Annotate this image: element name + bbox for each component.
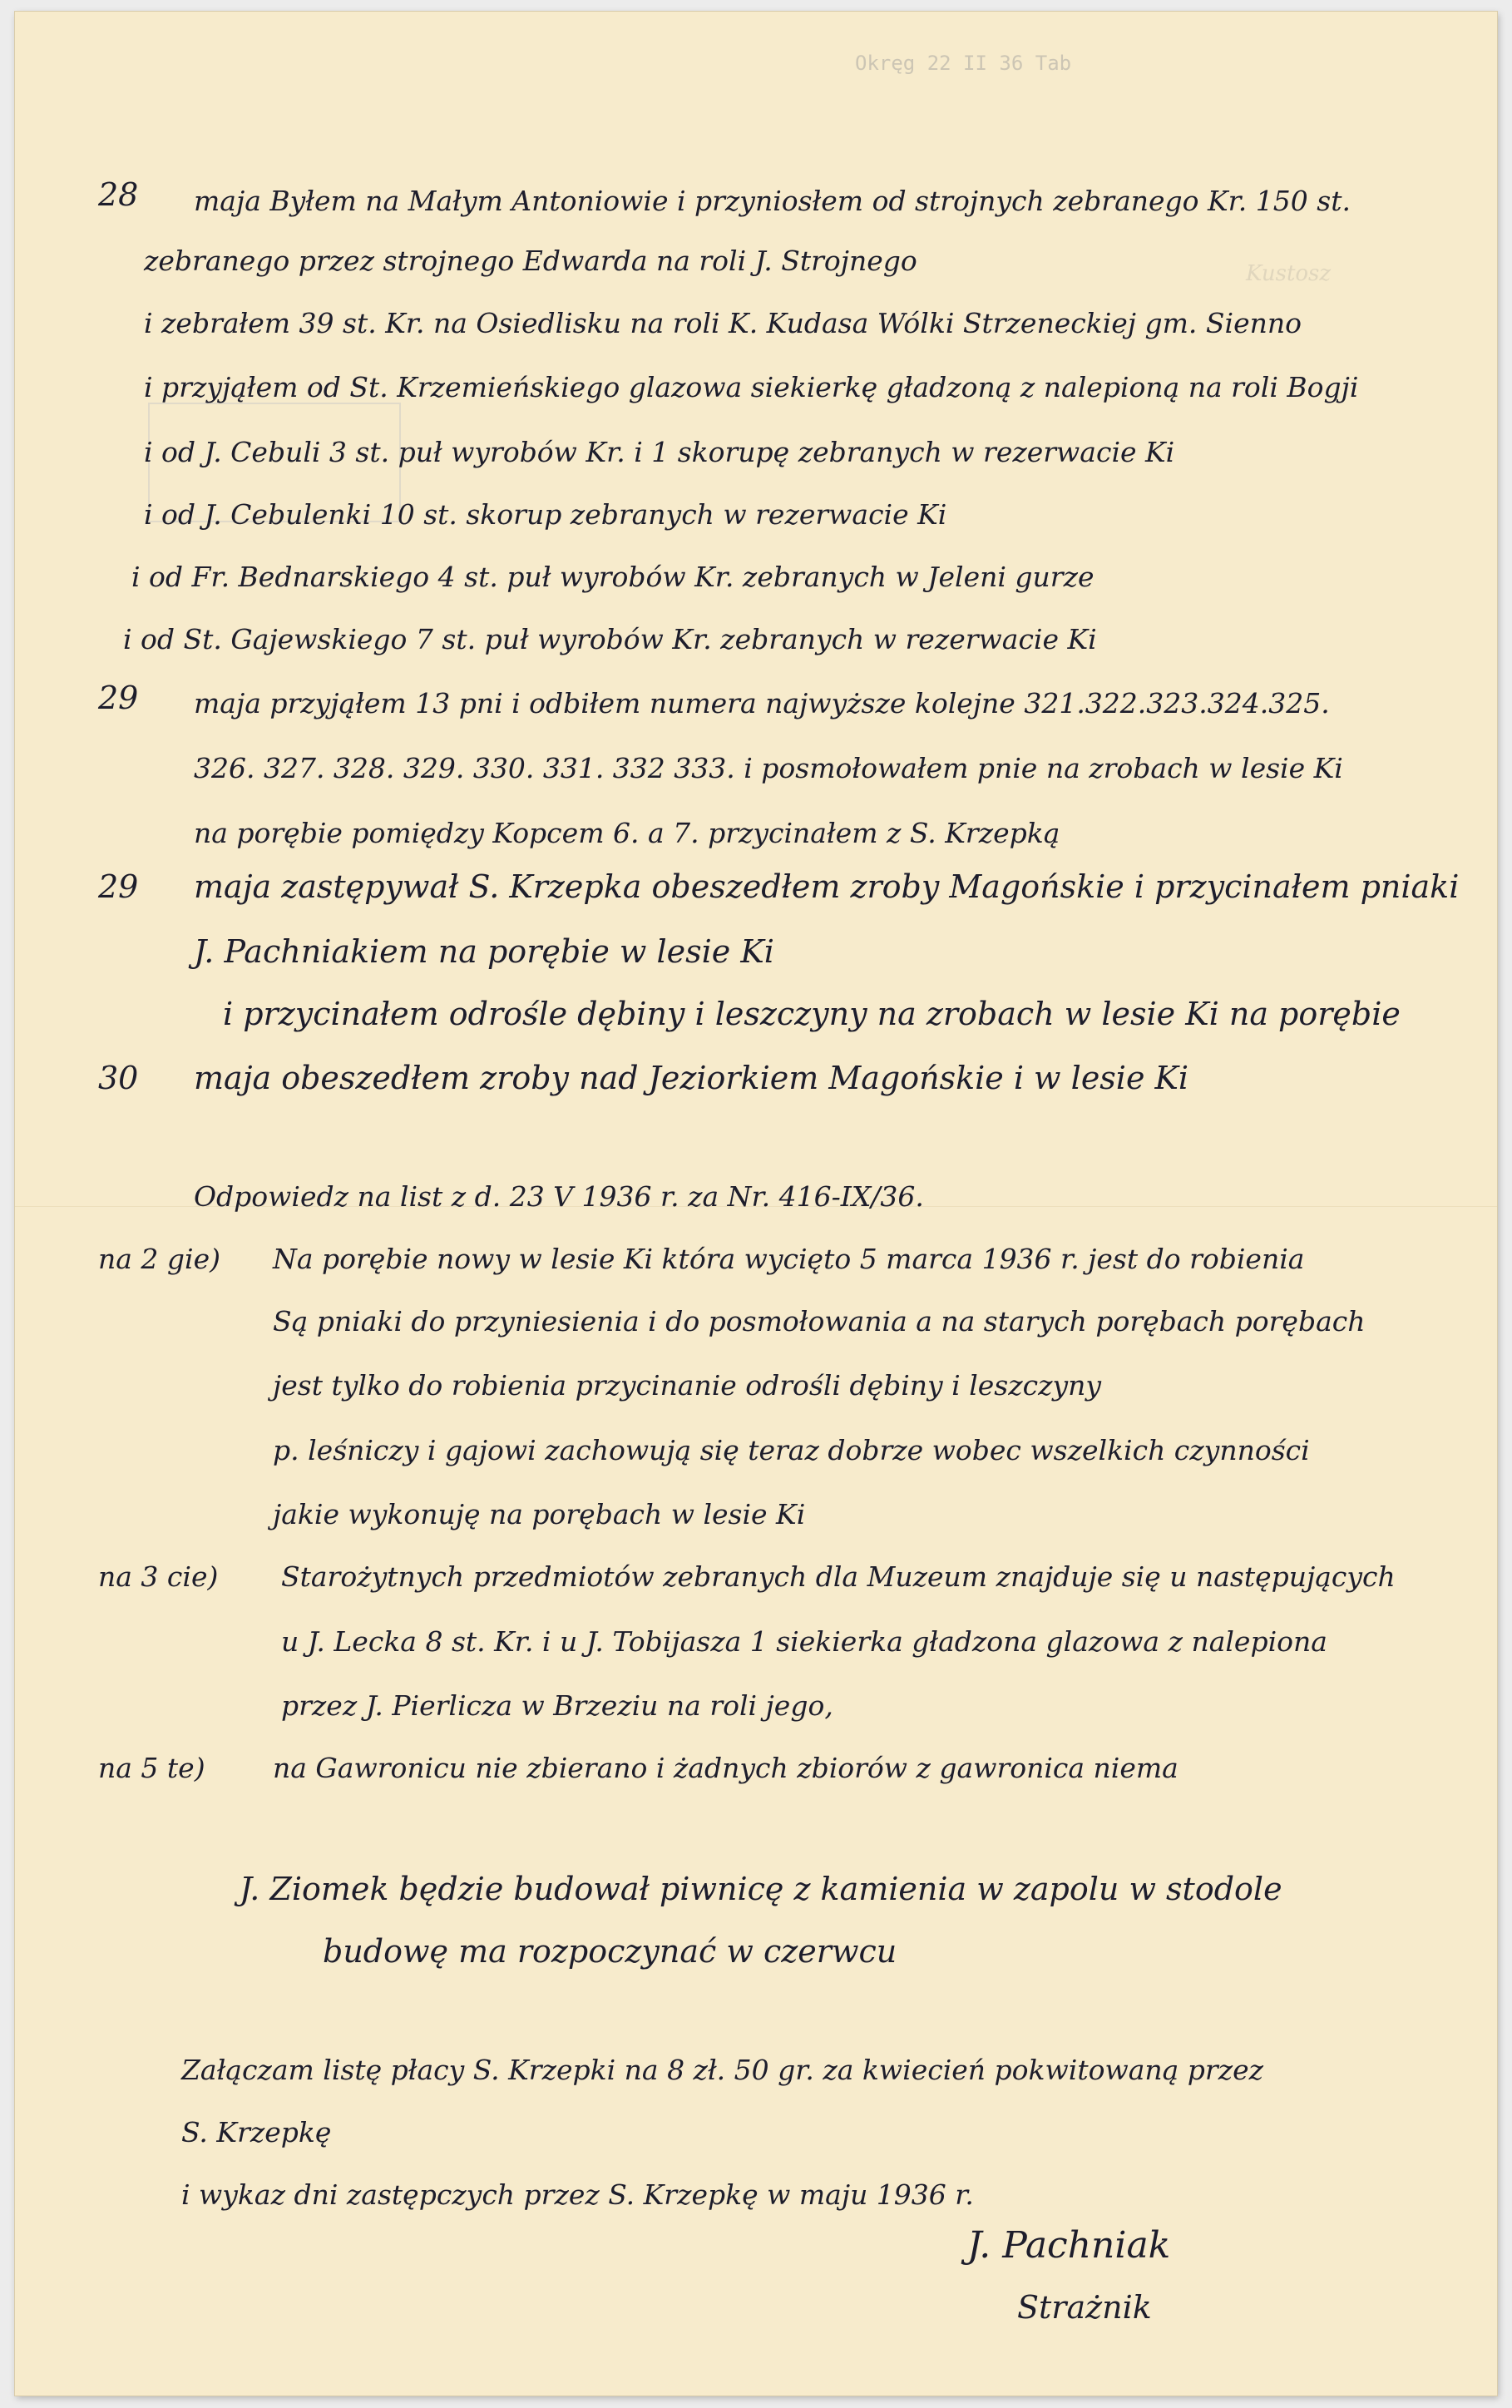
point-2-label: na 2 gie): [98, 1243, 220, 1275]
document-page: [15, 12, 1497, 2396]
entry-28-line5: i od J. Cebuli 3 st. puł wyrobów Kr. i 1 skorupę zebranych w rezerwacie Ki: [144, 436, 1175, 468]
entry-30-line1: maja obeszedłem zroby nad Jeziorkiem Magońskie i w lesie Ki: [194, 1060, 1189, 1096]
entry-29a-line1: maja przyjąłem 13 pni i odbiłem numera najwyższe kolejne 321.322.323.324.325.: [194, 687, 1330, 719]
bleed-through-text: Kustosz: [1246, 261, 1332, 286]
closing-line4: S. Krzepkę: [181, 2116, 332, 2148]
point-5-label: na 5 te): [98, 1752, 205, 1784]
reply-heading: Odpowiedz na list z d. 23 V 1936 r. za Nr. 416-IX/36.: [194, 1180, 924, 1213]
closing-line2: budowę ma rozpoczynać w czerwcu: [323, 1933, 897, 1970]
point-3-line1: Starożytnych przedmiotów zebranych dla Muzeum znajduje się u następujących: [281, 1560, 1396, 1593]
archive-note: Okręg 22 II 36 Tab: [855, 52, 1072, 75]
entry-28-line1: maja Byłem na Małym Antoniowie i przyniosłem od strojnych zebranego Kr. 150 st.: [194, 185, 1351, 217]
entry-29b-line1: maja zastępywał S. Krzepka obeszedłem zroby Magońskie i przycinałem pniaki: [194, 868, 1460, 905]
entry-29b-line3: i przycinałem odrośle dębiny i leszczyny na zrobach w lesie Ki na porębie: [223, 996, 1401, 1032]
point-3-line3: przez J. Pierlicza w Brzeziu na roli jego,: [281, 1689, 833, 1722]
point-2-line4: p. leśniczy i gajowi zachowują się teraz dobrze wobec wszelkich czynności: [273, 1434, 1310, 1466]
point-2-line3: jest tylko do robienia przycinanie odrośli dębiny i leszczyny: [273, 1369, 1102, 1402]
entry-28-line4: i przyjąłem od St. Krzemieńskiego glazowa siekierkę gładzoną z nalepioną na roli Bogji: [144, 371, 1359, 403]
entry-28-line6: i od J. Cebulenki 10 st. skorup zebranych w rezerwacie Ki: [144, 498, 947, 531]
entry-28-line3: i zebrałem 39 st. Kr. na Osiedlisku na roli K. Kudasa Wólki Strzeneckiej gm. Sienno: [144, 307, 1302, 339]
entry-29a-line2: 326. 327. 328. 329. 330. 331. 332 333. i posmołowałem pnie na zrobach w lesie Ki: [194, 752, 1343, 784]
point-2-line1: Na porębie nowy w lesie Ki która wycięto 5 marca 1936 r. jest do robienia: [273, 1243, 1305, 1275]
closing-line3: Załączam listę płacy S. Krzepki na 8 zł. 50 gr. za kwiecień pokwitowaną przez: [181, 2054, 1264, 2086]
point-3-label: na 3 cie): [98, 1560, 219, 1593]
closing-line5: i wykaz dni zastępczych przez S. Krzepkę w maju 1936 r.: [181, 2178, 974, 2211]
point-2-line5: jakie wykonuję na porębach w lesie Ki: [273, 1498, 806, 1530]
signature-name: J. Pachniak: [967, 2224, 1171, 2267]
entry-30-day: 30: [98, 1060, 139, 1096]
entry-29a-day: 29: [98, 680, 139, 716]
signature-title: Strażnik: [1017, 2289, 1152, 2326]
entry-29a-line3: na porębie pomiędzy Kopcem 6. a 7. przycinałem z S. Krzepką: [194, 817, 1060, 849]
point-5-line1: na Gawronicu nie zbierano i żadnych zbiorów z gawronica niema: [273, 1752, 1178, 1784]
entry-29b-line2: J. Pachniakiem na porębie w lesie Ki: [194, 933, 774, 970]
entry-28-line8: i od St. Gajewskiego 7 st. puł wyrobów Kr. zebranych w rezerwacie Ki: [123, 623, 1097, 655]
point-2-line2: Są pniaki do przyniesienia i do posmołowania a na starych porębach porębach: [273, 1305, 1366, 1338]
closing-line1: J. Ziomek będzie budował piwnicę z kamienia w zapolu w stodole: [240, 1871, 1282, 1907]
entry-28-line2: zebranego przez strojnego Edwarda na roli J. Strojnego: [144, 245, 917, 277]
entry-28-day: 28: [98, 176, 139, 213]
entry-29b-day: 29: [98, 868, 139, 905]
entry-28-line7: i od Fr. Bednarskiego 4 st. puł wyrobów Kr. zebranych w Jeleni gurze: [131, 561, 1094, 593]
point-3-line2: u J. Lecka 8 st. Kr. i u J. Tobijasza 1 siekierka gładzona glazowa z nalepiona: [281, 1625, 1327, 1658]
